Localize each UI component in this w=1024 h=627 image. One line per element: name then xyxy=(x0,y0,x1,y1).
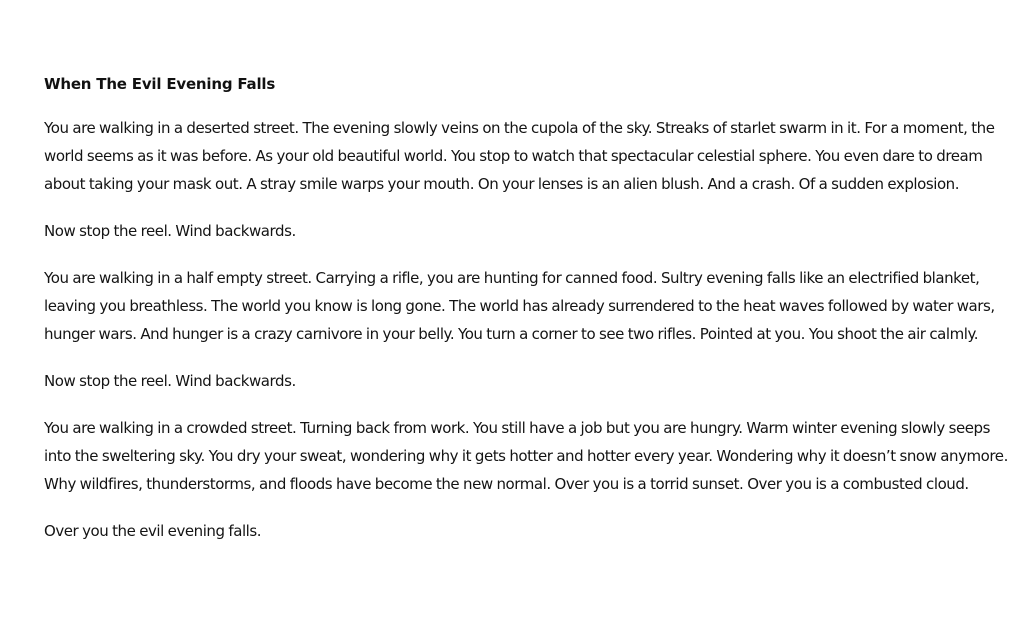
text-line: You are walking in a deserted street. The evening slowly veins on the cupola of the sky. Streaks of starlet swarm in it. For a moment, the xyxy=(44,119,995,137)
document-title: When The Evil Evening Falls xyxy=(44,75,276,93)
text-line: You are walking in a crowded street. Turning back from work. You still have a job but you are hungry. Warm winter evening slowly seeps xyxy=(44,419,990,437)
paragraph-closing xyxy=(44,517,994,545)
document-page xyxy=(44,72,1008,564)
text-line: You are walking in a half empty street. Carrying a rifle, you are hunting for canned food. Sultry evening falls like an electrified blanket, xyxy=(44,269,980,287)
paragraph-stop-reel-2 xyxy=(44,367,994,395)
text-line: about taking your mask out. A stray smile warps your mouth. On your lenses is an alien blush. And a crash. Of a sudden explosion. xyxy=(44,175,960,193)
text-line: leaving you breathless. The world you know is long gone. The world has already surrendered to the heat waves followed by water wars, xyxy=(44,297,995,315)
text-line: Why wildfires, thunderstorms, and floods have become the new normal. Over you is a torrid sunset. Over you is a combusted cloud. xyxy=(44,475,969,493)
paragraph-half-empty-street xyxy=(44,264,994,348)
text-line: Over you the evil evening falls. xyxy=(44,522,262,540)
text-line: hunger wars. And hunger is a crazy carnivore in your belly. You turn a corner to see two rifles. Pointed at you. You shoot the air calmly. xyxy=(44,325,979,343)
paragraph-stop-reel-1 xyxy=(44,217,994,245)
text-line: into the sweltering sky. You dry your sweat, wondering why it gets hotter and hotter every year. Wondering why it doesn’t snow anymore. xyxy=(44,447,1008,465)
paragraph-crowded-street xyxy=(44,414,1008,498)
text-line: world seems as it was before. As your old beautiful world. You stop to watch that spectacular celestial sphere. You even dare to dream xyxy=(44,147,983,165)
paragraph-deserted-street xyxy=(44,114,994,198)
text-line: Now stop the reel. Wind backwards. xyxy=(44,222,296,240)
text-line: Now stop the reel. Wind backwards. xyxy=(44,372,296,390)
